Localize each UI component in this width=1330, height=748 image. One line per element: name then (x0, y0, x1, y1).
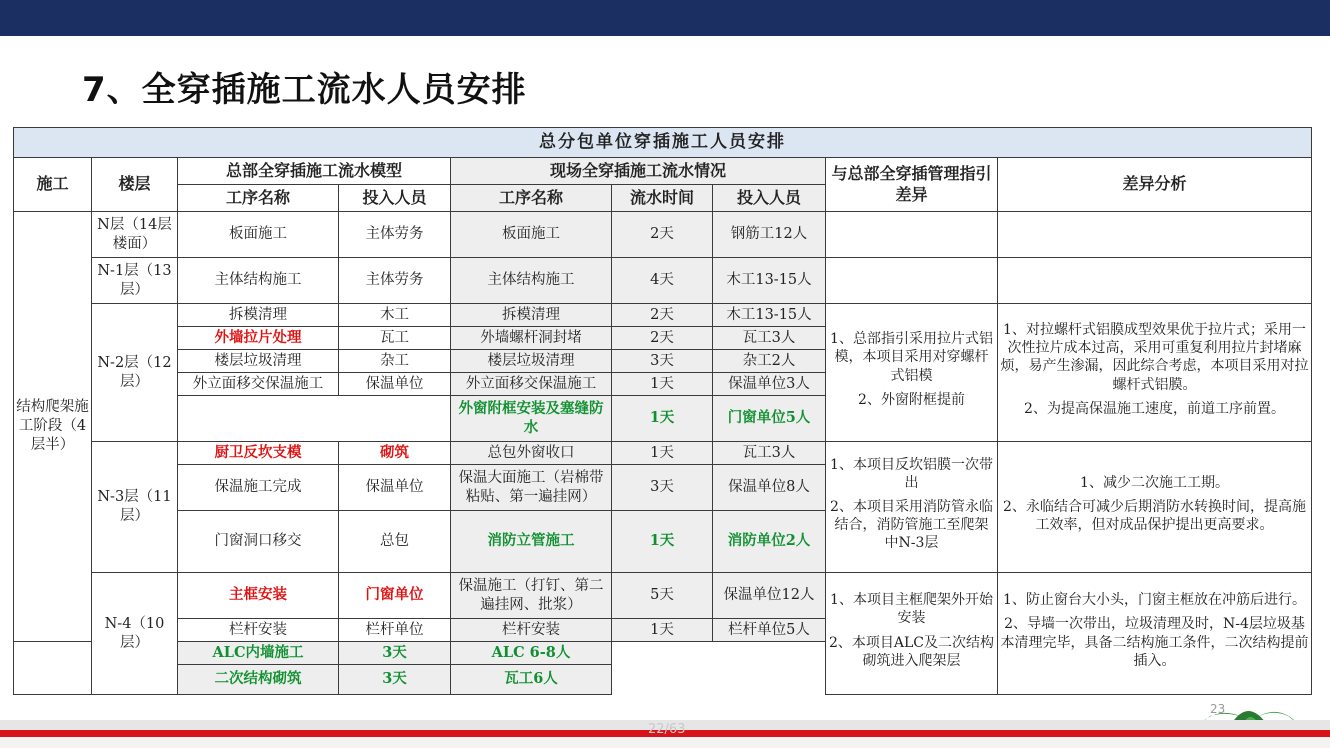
hq-process: 外立面移交保温施工 (178, 373, 339, 396)
site-process: 主体结构施工 (451, 258, 612, 304)
hq-cell-empty (14, 642, 178, 695)
analysis-cell-empty (998, 258, 1312, 304)
hq-process-highlight: 厨卫反坎支模 (178, 442, 339, 465)
site-staff-highlight: 消防单位2人 (713, 511, 826, 573)
analysis-item: 1、对拉螺杆式铝膜成型效果优于拉片式；采用一次性拉片成本过高，采用可重复利用拉片封堵麻烦，易产生渗漏，因此综合考虑，本项目采用对拉螺杆式铝膜。 (1000, 322, 1309, 393)
site-staff-highlight: 瓦工6人 (451, 665, 612, 695)
hq-staff: 主体劳务 (339, 258, 451, 304)
analysis-item: 2、永临结合可减少后期消防水转换时间，提高施工效率，但对成品保护提出更高要求。 (1003, 498, 1306, 534)
site-time: 3天 (612, 350, 713, 373)
site-time-highlight: 1天 (612, 396, 713, 442)
table-banner: 总分包单位穿插施工人员安排 (14, 128, 1312, 158)
header-hq-process: 工序名称 (178, 185, 339, 212)
analysis-item: 2、导墙一次带出，垃圾清理及时，N-4层垃圾基本清理完毕，具备二结构施工条件，二次结构提前插入。 (1000, 616, 1309, 669)
stage-cell: 结构爬架施工阶段（4层半） (14, 212, 92, 642)
site-time: 1天 (612, 373, 713, 396)
site-staff-highlight: ALC 6-8人 (451, 642, 612, 665)
site-process-highlight: 二次结构砌筑 (178, 665, 339, 695)
diff-item: 2、外窗附框提前 (858, 391, 965, 408)
header-stage: 施工 (14, 158, 92, 212)
site-staff-highlight: 门窗单位5人 (713, 396, 826, 442)
site-time-highlight: 3天 (339, 642, 451, 665)
floor-cell-n1: N-1层（13层） (92, 258, 178, 304)
hq-process: 栏杆安装 (178, 619, 339, 642)
diff-cell-n2 (826, 304, 998, 442)
hq-process: 拆模清理 (178, 304, 339, 327)
site-time: 2天 (612, 304, 713, 327)
footer-bottom-band (0, 737, 1330, 748)
analysis-item: 1、防止窗台大小头，门窗主框放在冲筋后进行。 (1003, 592, 1306, 609)
floor-cell-n: N层（14层楼面） (92, 212, 178, 258)
analysis-cell-n2 (998, 304, 1312, 442)
site-staff: 瓦工3人 (713, 327, 826, 350)
site-time-highlight: 1天 (612, 511, 713, 573)
hq-staff-highlight: 砌筑 (339, 442, 451, 465)
header-hq-staff: 投入人员 (339, 185, 451, 212)
floor-cell-n3: N-3层（11层） (92, 442, 178, 573)
hq-staff: 总包 (339, 511, 451, 573)
header-site-time: 流水时间 (612, 185, 713, 212)
site-staff: 栏杆单位5人 (713, 619, 826, 642)
site-process-highlight: 外窗附框安装及塞缝防水 (451, 396, 612, 442)
header-diff-mgmt: 与总部全穿插管理指引差异 (826, 158, 998, 212)
site-process: 外立面移交保温施工 (451, 373, 612, 396)
hq-staff: 主体劳务 (339, 212, 451, 258)
site-staff: 瓦工3人 (713, 442, 826, 465)
hq-process-highlight: 主框安装 (178, 573, 339, 619)
site-process: 板面施工 (451, 212, 612, 258)
site-staff: 保温单位8人 (713, 465, 826, 511)
site-process: 总包外窗收口 (451, 442, 612, 465)
site-staff: 保温单位3人 (713, 373, 826, 396)
analysis-item: 2、为提高保温施工速度，前道工序前置。 (1024, 400, 1285, 417)
diff-item: 1、总部指引采用拉片式铝模，本项目采用对穿螺杆式铝模 (830, 331, 993, 384)
site-time-highlight: 3天 (339, 665, 451, 695)
site-time: 2天 (612, 212, 713, 258)
site-staff: 木工13-15人 (713, 258, 826, 304)
hq-process: 板面施工 (178, 212, 339, 258)
floor-cell-n2: N-2层（12层） (92, 304, 178, 442)
header-site-staff: 投入人员 (713, 185, 826, 212)
site-process: 拆模清理 (451, 304, 612, 327)
site-time: 4天 (612, 258, 713, 304)
site-time: 1天 (612, 442, 713, 465)
diff-item: 2、本项目ALC及二次结构砌筑进入爬架层 (828, 634, 995, 669)
header-hq-group: 总部全穿插施工流水模型 (178, 158, 451, 185)
site-process: 保温大面施工（岩棉带粘贴、第一遍挂网） (451, 465, 612, 511)
analysis-cell-empty (998, 212, 1312, 258)
hq-process: 主体结构施工 (178, 258, 339, 304)
hq-process: 楼层垃圾清理 (178, 350, 339, 373)
analysis-item: 1、减少二次施工工期。 (1080, 474, 1229, 491)
slide-number: 23 (1210, 702, 1226, 716)
site-time: 2天 (612, 327, 713, 350)
site-time: 5天 (612, 573, 713, 619)
site-staff: 杂工2人 (713, 350, 826, 373)
site-time: 3天 (612, 465, 713, 511)
header-site-group: 现场全穿插施工流水情况 (451, 158, 826, 185)
floor-cell-n4: N-4（10层） (92, 573, 178, 695)
site-staff: 保温单位12人 (713, 573, 826, 619)
top-banner-bar (0, 0, 1330, 36)
diff-cell-empty (826, 258, 998, 304)
header-site-process: 工序名称 (451, 185, 612, 212)
site-process: 保温施工（打钉、第二遍挂网、批浆） (451, 573, 612, 619)
site-process: 外墙螺杆洞封堵 (451, 327, 612, 350)
diff-cell-n4 (826, 573, 998, 695)
analysis-cell-n4 (998, 573, 1312, 695)
hq-staff: 木工 (339, 304, 451, 327)
site-time: 1天 (612, 619, 713, 642)
hq-cell-empty (178, 396, 451, 442)
diff-item: 1、本项目反坎铝膜一次带出 (830, 456, 993, 491)
hq-staff: 保温单位 (339, 373, 451, 396)
hq-staff: 杂工 (339, 350, 451, 373)
header-floor: 楼层 (92, 158, 178, 212)
hq-process-highlight: 外墙拉片处理 (178, 327, 339, 350)
site-process-highlight: 消防立管施工 (451, 511, 612, 573)
page-title: 7、全穿插施工流水人员安排 (82, 70, 527, 110)
hq-staff: 瓦工 (339, 327, 451, 350)
page-indicator: 22/63 (648, 722, 686, 737)
hq-staff-highlight: 门窗单位 (339, 573, 451, 619)
staffing-table (13, 127, 1312, 695)
diff-item: 1、本项目主框爬架外开始安装 (830, 592, 993, 627)
site-process-highlight: ALC内墙施工 (178, 642, 339, 665)
hq-process: 保温施工完成 (178, 465, 339, 511)
site-process: 楼层垃圾清理 (451, 350, 612, 373)
diff-item: 2、本项目采用消防管永临结合，消防管施工至爬架中N-3层 (830, 498, 993, 552)
hq-process: 门窗洞口移交 (178, 511, 339, 573)
diff-cell-empty (826, 212, 998, 258)
site-staff: 木工13-15人 (713, 304, 826, 327)
hq-staff: 保温单位 (339, 465, 451, 511)
hq-staff: 栏杆单位 (339, 619, 451, 642)
site-process: 栏杆安装 (451, 619, 612, 642)
header-analysis: 差异分析 (998, 158, 1312, 212)
diff-cell-n3 (826, 442, 998, 573)
analysis-cell-n3 (998, 442, 1312, 573)
site-staff: 钢筋工12人 (713, 212, 826, 258)
